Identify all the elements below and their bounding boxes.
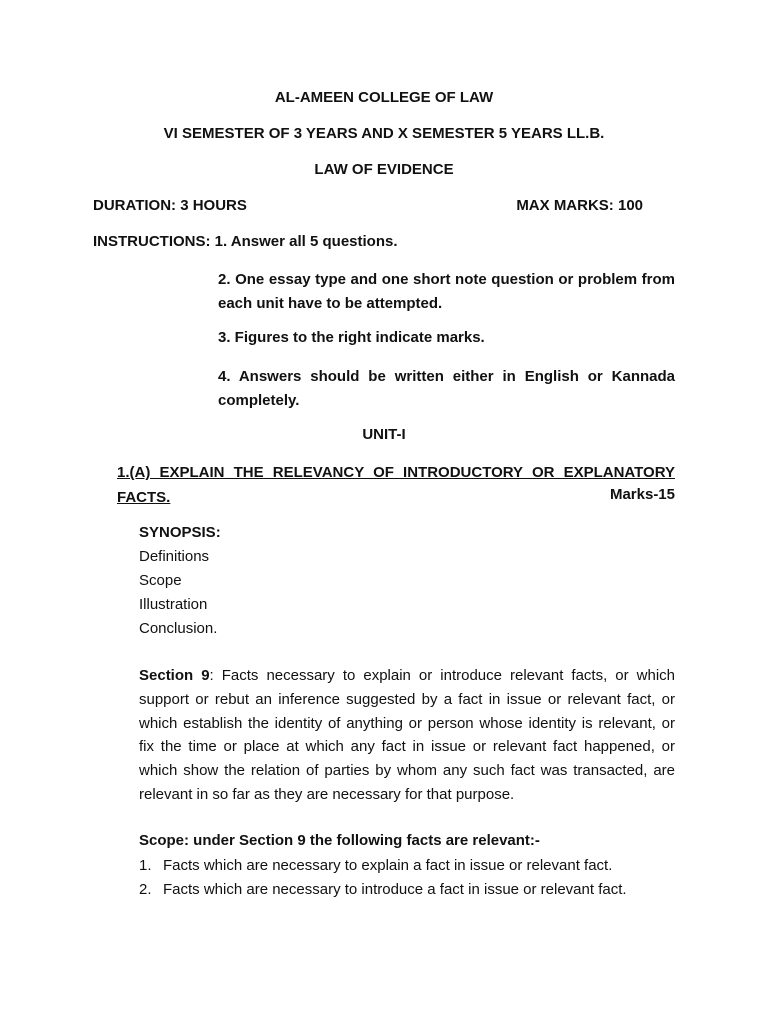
semester-line: VI SEMESTER OF 3 YEARS AND X SEMESTER 5 YEARS LL.B. [163,125,605,142]
list-text: Facts which are necessary to explain a fact in issue or relevant fact. [163,857,613,874]
exam-meta-row [93,197,643,214]
section-text: : Facts necessary to explain or introduce relevant facts, or which support or rebut an inference suggested by a fact in issue or relevant fact, or which establish the identity of anything or person whose identity is relevant, or fix the time or place at which any fact in issue or relevant fact happened, or which show the relation of parties by whom any such fact was transacted, are relevant in so far as they are necessary for that purpose. [139,667,675,803]
list-text: Facts which are necessary to introduce a fact in issue or relevant fact. [163,881,627,898]
synopsis-item: Scope [139,572,182,589]
synopsis-item: Definitions [139,548,210,565]
subject-title: LAW OF EVIDENCE [314,161,454,178]
synopsis-item: Illustration [139,596,208,613]
max-marks: MAX MARKS: 100 [516,197,643,214]
section-9-paragraph [139,664,675,807]
duration: DURATION: 3 HOURS [93,197,247,214]
synopsis-heading: SYNOPSIS: [139,524,221,541]
list-number: 2. [139,881,152,898]
instruction-4: 4. Answers should be written either in English or Kannada completely. [218,368,675,409]
unit-heading: UNIT-I [362,426,406,443]
question-text: 1.(A) EXPLAIN THE RELEVANCY OF INTRODUCTORY OR EXPLANATORY FACTS. [117,464,675,506]
list-item [139,878,679,902]
list-item [139,854,679,878]
question-marks: Marks-15 [609,486,675,503]
list-number: 1. [139,857,152,874]
scope-heading: Scope: under Section 9 the following facts are relevant:- [139,832,540,849]
scope-list [139,854,679,902]
instruction-3: 3. Figures to the right indicate marks. [218,329,485,346]
college-title: AL-AMEEN COLLEGE OF LAW [274,89,494,106]
instruction-2: 2. One essay type and one short note question or problem from each unit have to be attempted. [218,271,675,312]
synopsis-item: Conclusion. [139,620,218,637]
question-1a [117,461,675,510]
instructions-lead: INSTRUCTIONS: 1. Answer all 5 questions. [93,233,398,250]
synopsis [139,521,221,641]
section-label: Section 9 [139,667,210,684]
